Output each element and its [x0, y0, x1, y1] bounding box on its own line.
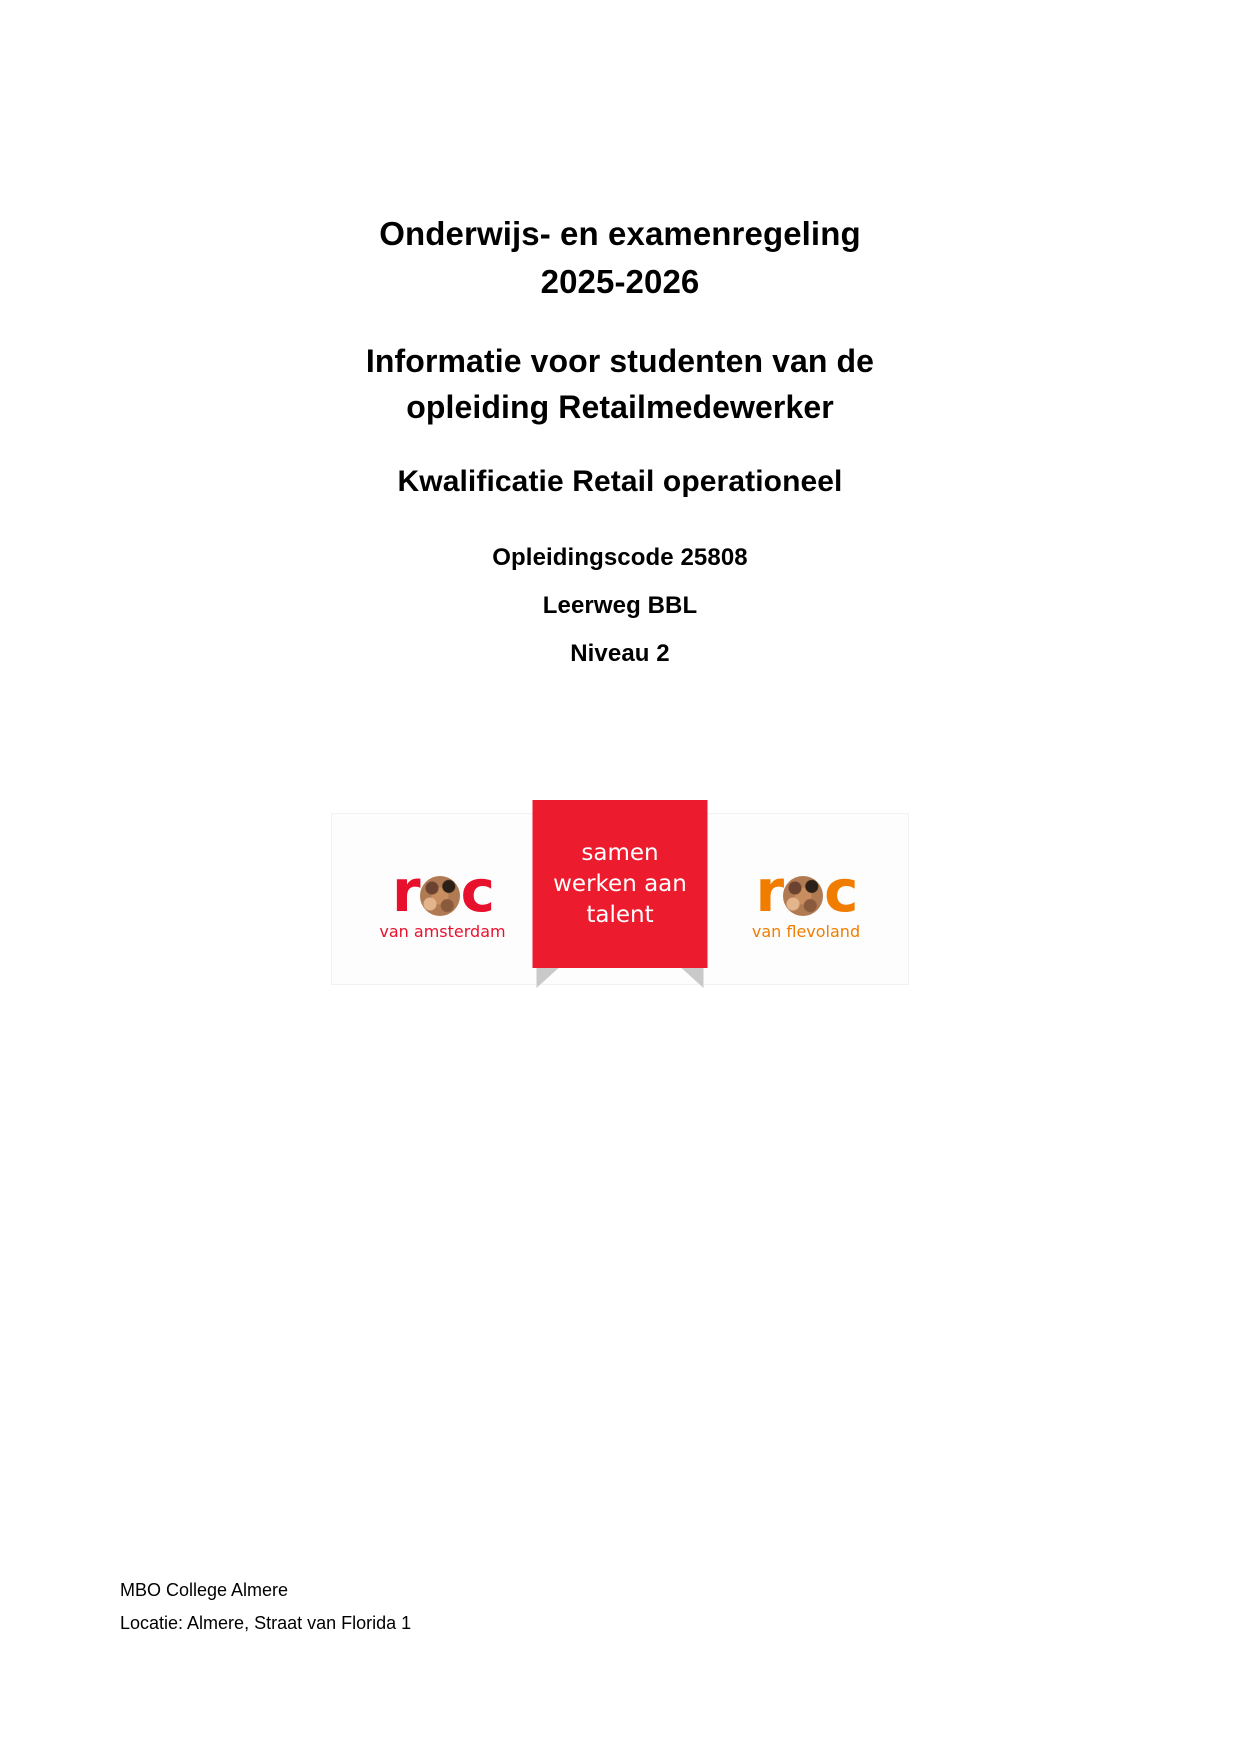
footer-block: [120, 1574, 411, 1640]
footer-school-name: MBO College Almere: [120, 1580, 289, 1600]
badge-line-2: werken aan: [553, 870, 687, 897]
roc-logo-banner: [331, 800, 909, 1000]
roc-wordmark-flevoland: r c: [755, 857, 857, 925]
spacer: [0, 306, 1240, 338]
people-circle-icon: [783, 876, 823, 916]
qualification-heading: Kwalificatie Retail operationeel: [397, 465, 843, 498]
subtitle-line-2: opleiding Retailmedewerker: [406, 389, 834, 425]
spacer: [0, 504, 1240, 534]
badge-line-3: talent: [586, 901, 654, 928]
samen-werken-aan-talent-badge: [533, 800, 708, 988]
subtitle-line-1: Informatie voor studenten van de: [365, 343, 875, 379]
people-circle-icon: [420, 876, 460, 916]
page-title-line-1: Onderwijs- en examenregeling: [379, 215, 861, 252]
spacer: [0, 430, 1240, 460]
title-block: [0, 210, 1240, 678]
roc-wordmark-amsterdam: r c: [392, 857, 493, 925]
detail-opleidingscode: Opleidingscode 25808: [492, 544, 748, 571]
footer-location: Locatie: Almere, Straat van Florida 1: [120, 1613, 412, 1633]
page-title-line-2: 2025-2026: [540, 263, 700, 300]
roc-amsterdam-logo: [365, 857, 520, 952]
detail-leerweg: Leerweg BBL: [542, 592, 698, 619]
badge-tail-right: [682, 968, 704, 988]
badge-line-1: samen: [581, 839, 659, 866]
badge-tail-left: [537, 968, 559, 988]
detail-niveau: Niveau 2: [570, 640, 670, 667]
badge-text: [553, 838, 687, 931]
roc-flevoland-logo: [721, 857, 891, 952]
roc-amsterdam-subtitle: van amsterdam: [379, 922, 506, 941]
badge-box: [533, 800, 708, 968]
roc-flevoland-subtitle: van flevoland: [751, 922, 861, 941]
